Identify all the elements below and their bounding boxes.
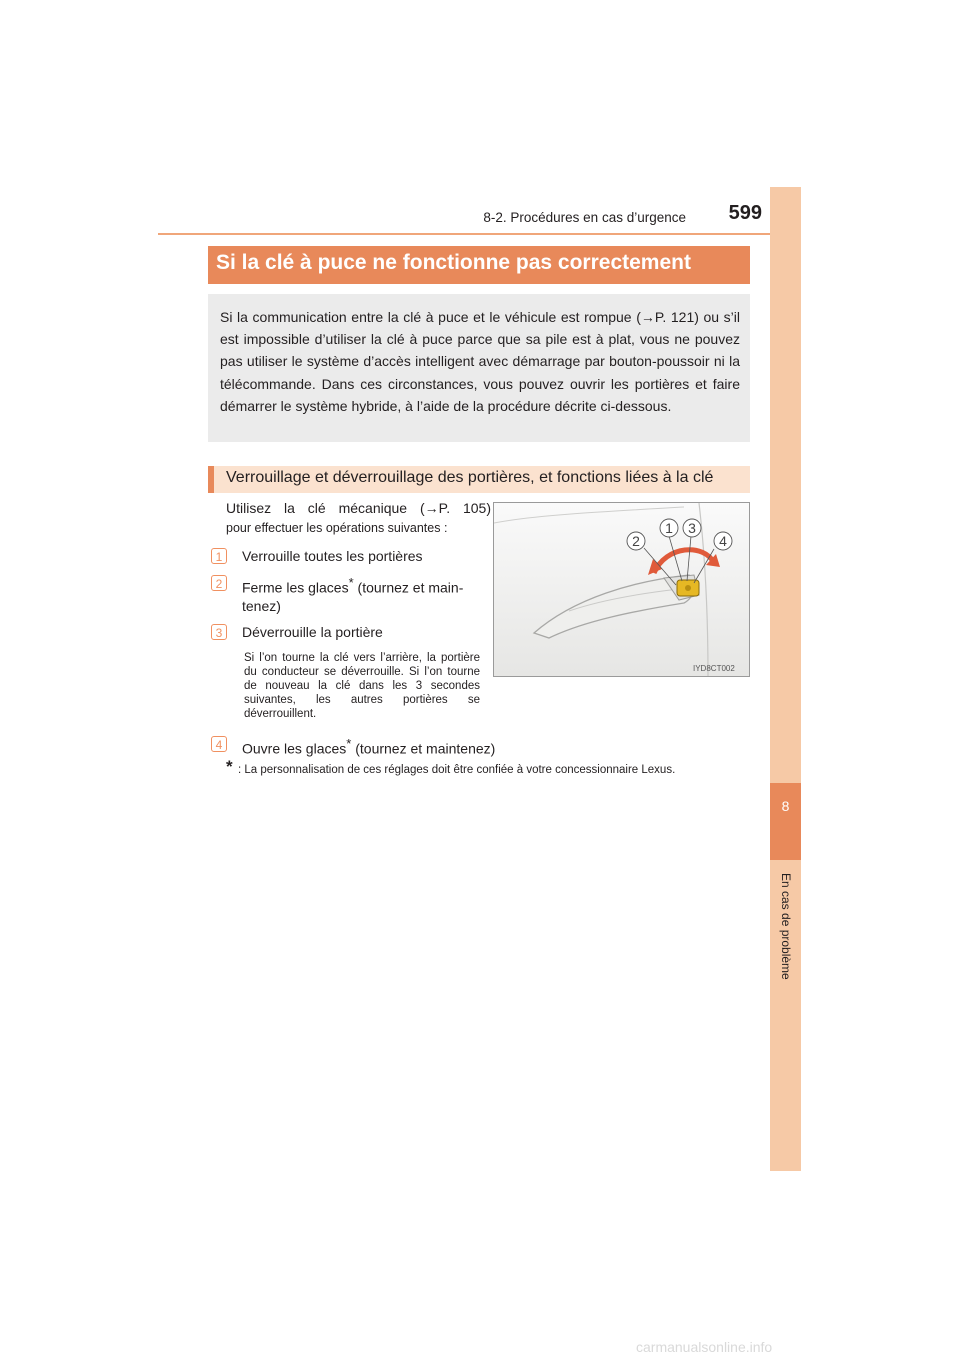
chapter-title-vertical	[768, 873, 804, 1023]
footnote-text: : La personnalisation de ces réglages doit être confiée à votre concessionnaire Lexus.	[238, 764, 676, 776]
footnote-asterisk: *	[226, 757, 233, 776]
subsection-title: Verrouillage et déverrouillage des portières, et fonctions liées à la clé	[226, 469, 714, 486]
section-label: 8-2. Procédures en cas d’urgence	[483, 210, 686, 225]
figure-label-3: 3	[688, 520, 696, 536]
watermark: carmanualsonline.info	[636, 1339, 773, 1355]
door-handle-illustration	[494, 503, 749, 676]
step-2-text	[242, 573, 463, 598]
step-4-text	[242, 734, 495, 759]
figure-label-2: 2	[632, 533, 640, 549]
step-3-note: Si l’on tourne la clé vers l’arrière, la portière du conducteur se déverrouille. Si l’on tourne de nouveau la clé dans les 3 secondes suivantes, les autres portières se déverrouillent.	[244, 652, 480, 720]
step-3-text: Déverrouille la portière	[242, 624, 383, 640]
figure-label-4: 4	[719, 533, 727, 549]
chapter-side-tab	[770, 187, 801, 1171]
chapter-number: 8	[781, 798, 790, 814]
step-4-text-b: (tournez et maintenez)	[351, 740, 496, 757]
lead-text-line2: pour effectuer les opérations suivantes :	[226, 521, 448, 535]
subsection-marker	[208, 466, 214, 493]
figure-label-1: 1	[665, 520, 673, 536]
chapter-number-box	[770, 783, 801, 860]
step-number-3: 3	[211, 624, 227, 640]
figure-code: IYD8CT002	[693, 664, 735, 673]
step-4-asterisk: *	[346, 736, 352, 751]
step-2-text-a: Ferme les glaces	[242, 579, 349, 596]
door-handle-figure	[493, 502, 750, 677]
lead-text-line1: Utilisez la clé mécanique (→P. 105)	[226, 500, 491, 516]
chapter-title: En cas de problème	[779, 873, 793, 980]
step-2-text-c: tenez)	[242, 598, 281, 614]
page-title: Si la clé à puce ne fonctionne pas correctement	[216, 251, 691, 274]
step-number-2: 2	[211, 575, 227, 591]
step-1-text: Verrouille toutes les portières	[242, 548, 423, 564]
intro-text: Si la communication entre la clé à puce et le véhicule est rompue (→P. 121) ou s’il est impossible d’utiliser la clé à puce parce que sa pile est à plat, vous ne pouvez pas utiliser le système d’accès intelligent avec démarrage par bouton-poussoir ni la télécommande. Dans ces circonstances, vous pouvez ouvrir les portières et faire démarrer le système hybride, à l’aide de la procédure décrite ci-dessous.	[220, 309, 740, 414]
step-4-text-a: Ouvre les glaces	[242, 740, 347, 757]
step-2-asterisk: *	[348, 575, 354, 590]
header-divider	[158, 233, 800, 235]
step-number-1: 1	[211, 548, 227, 564]
step-number-4: 4	[211, 736, 227, 752]
step-2-text-b: (tournez et main-	[353, 579, 464, 596]
page-number: 599	[728, 202, 762, 224]
